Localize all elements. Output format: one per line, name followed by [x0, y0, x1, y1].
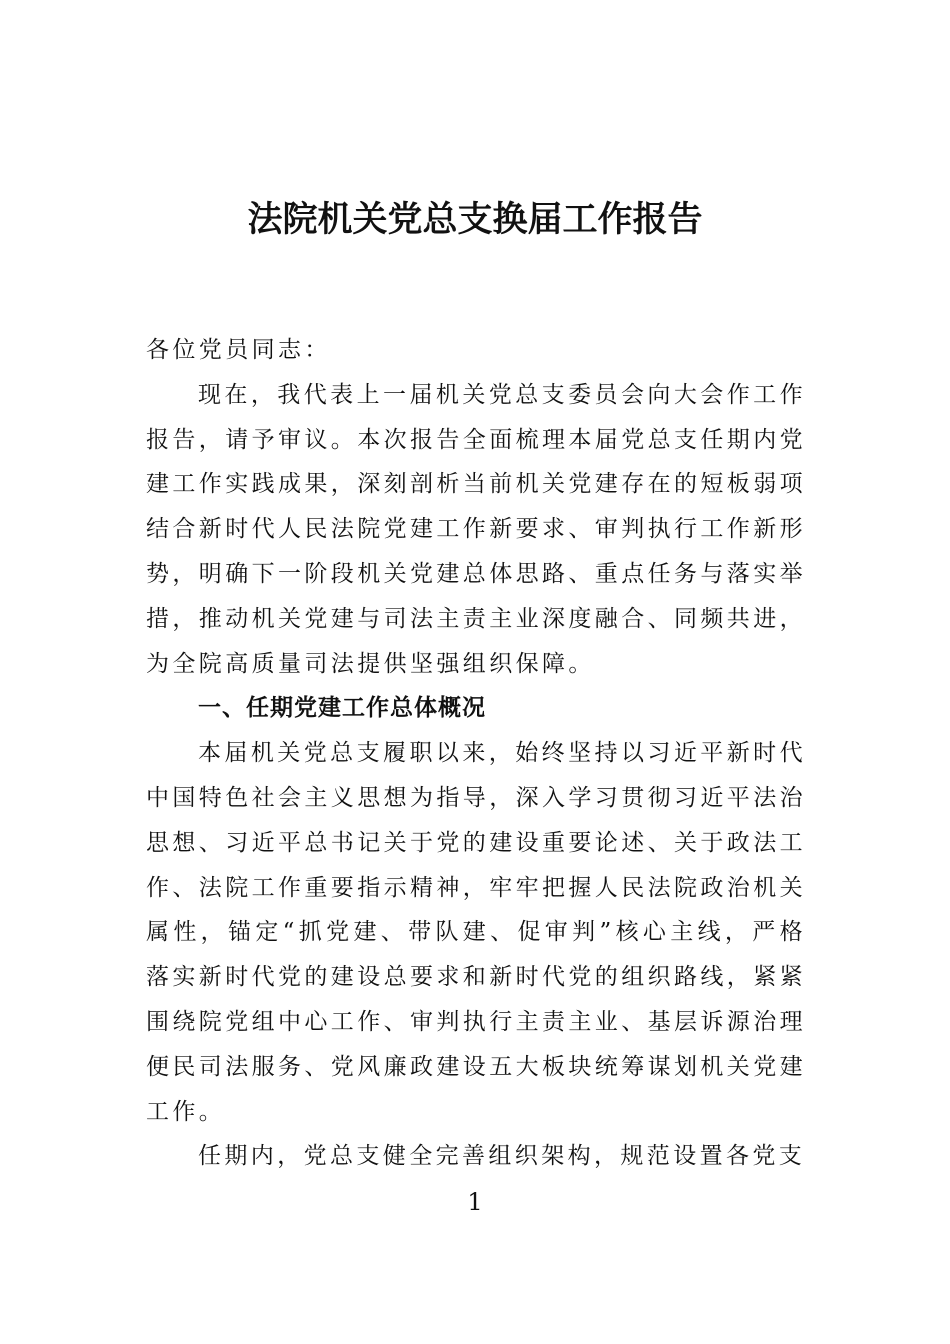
- document-body: [146, 328, 806, 1179]
- section-heading: 一、任期党建工作总体概况: [198, 695, 486, 722]
- paragraph-term: 任期内，党总支健全完善组织架构，规范设置各党支: [198, 1143, 806, 1170]
- page-number: 1: [467, 1188, 483, 1216]
- paragraph-intro: 现在，我代表上一届机关党总支委员会向大会作工作报告，请予审议。本次报告全面梳理本届党总支任期内党建工作实践成果，深刻剖析当前机关党建存在的短板弱项结合新时代人民法院党建工作新要求、审判执行工作新形势，明确下一阶段机关党建总体思路、重点任务与落实举措，推动机关党建与司法主责主业深度融合、同频共进，为全院高质量司法提供坚强组织保障。: [146, 381, 806, 677]
- salutation: 各位党员同志：: [146, 337, 331, 363]
- document-title: 法院机关党总支换届工作报告: [247, 199, 703, 240]
- paragraph-overview: 本届机关党总支履职以来，始终坚持以习近平新时代中国特色社会主义思想为指导，深入学习贯彻习近平法治思想、习近平总书记关于党的建设重要论述、关于政法工作、法院工作重要指示精神，牢牢把握人民法院政治机关属性，锚定“抓党建、带队建、促审判”核心主线，严格落实新时代党的建设总要求和新时代党的组织路线，紧紧围绕院党组中心工作、审判执行主责主业、基层诉源治理便民司法服务、党风廉政建设五大板块统筹谋划机关党建工作。: [146, 740, 806, 1125]
